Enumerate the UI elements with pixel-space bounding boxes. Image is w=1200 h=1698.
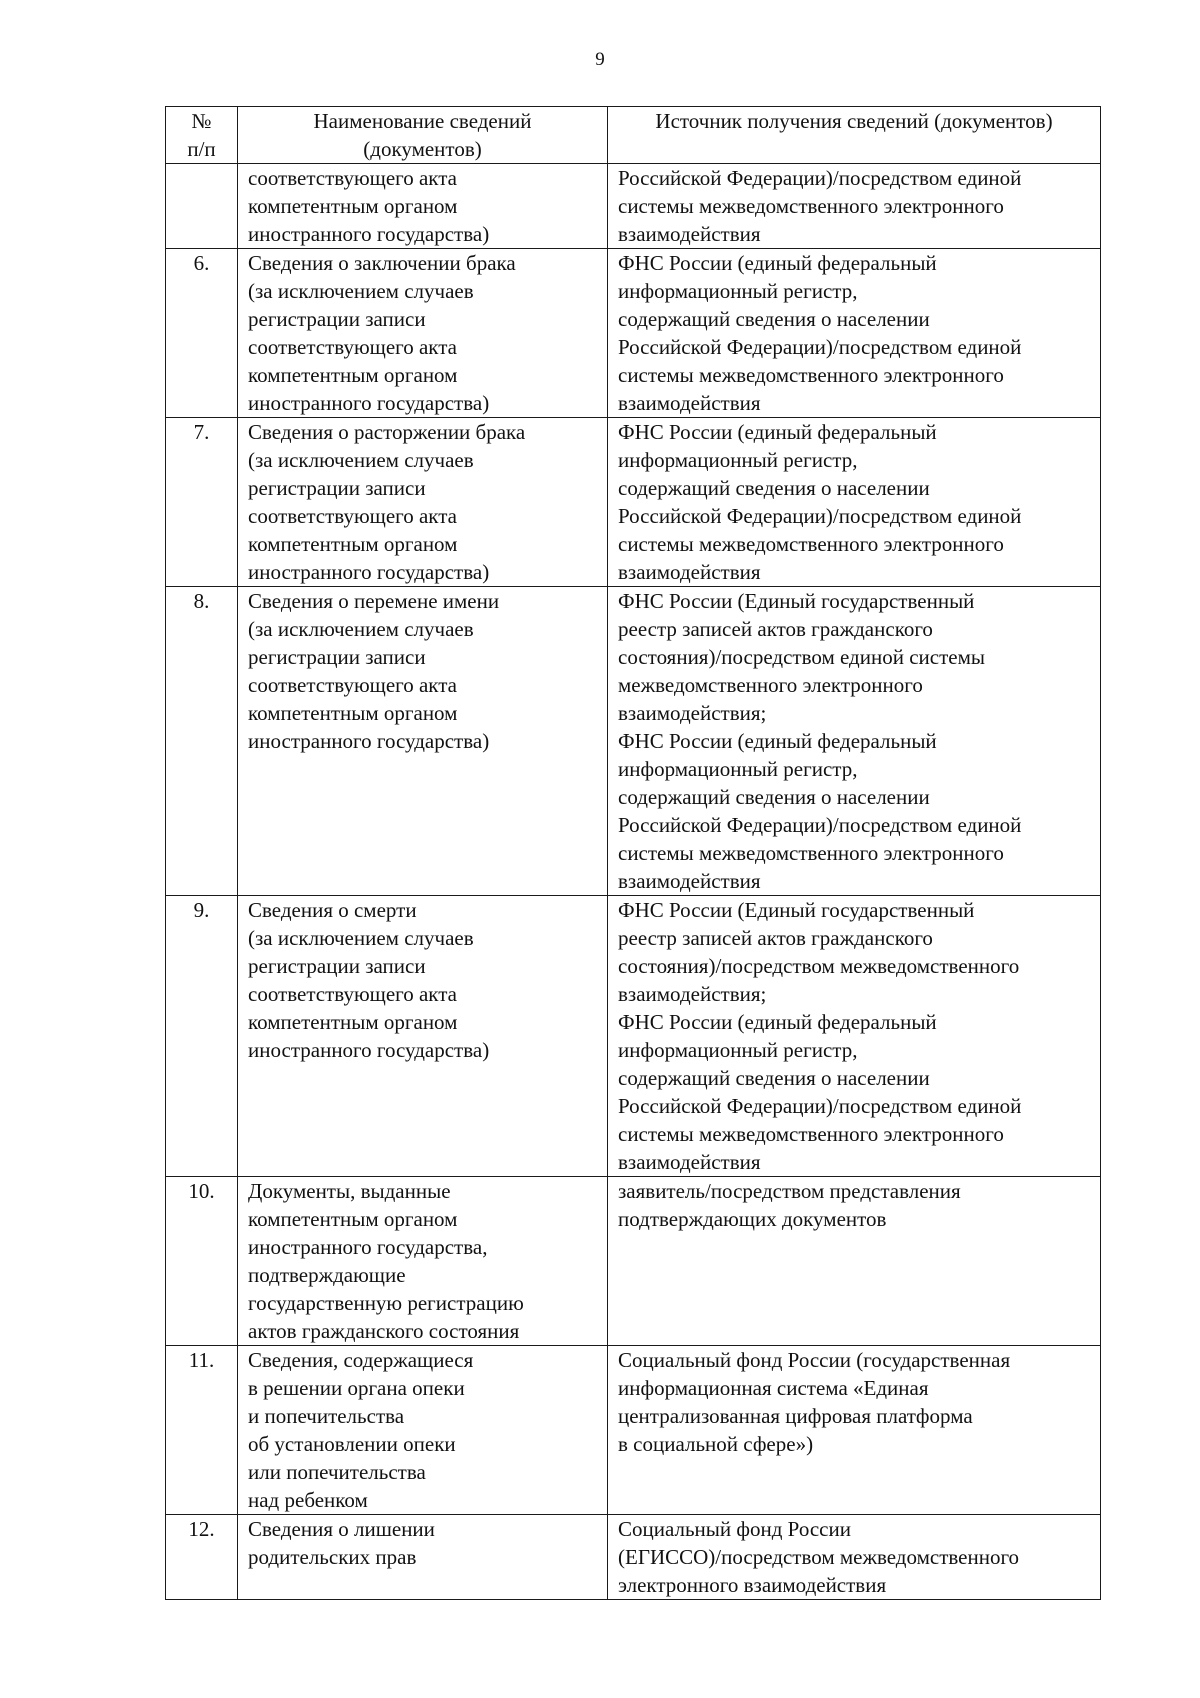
row-name: Сведения о заключении брака (за исключением случаев регистрации записи соответствующего акта компетентным органом иностранного государства) [238,249,608,418]
row-source: ФНС России (единый федеральный информационный регистр, содержащий сведения о населении Российской Федерации)/посредством единой системы межведомственного электронного взаимодействия [608,249,1101,418]
row-source: Российской Федерации)/посредством единой системы межведомственного электронного взаимодействия [608,164,1101,249]
row-name: Сведения, содержащиеся в решении органа опеки и попечительства об установлении опеки или попечительства над ребенком [238,1346,608,1515]
table-body [166,164,1101,1600]
row-number: 10. [166,1177,238,1346]
table-row [166,249,1101,418]
row-number [166,164,238,249]
header-number: № п/п [166,107,238,164]
row-number: 8. [166,587,238,896]
row-number: 7. [166,418,238,587]
row-source: ФНС России (Единый государственный реестр записей актов гражданского состояния)/посредством единой системы межведомственного электронного взаимодействия; ФНС России (единый федеральный информационный регистр, содержащий сведения о населении Российской Федерации)/посредством единой системы межведомственного электронного взаимодействия [608,587,1101,896]
table-row [166,1515,1101,1600]
table-row [166,587,1101,896]
row-number: 12. [166,1515,238,1600]
row-name: Сведения о лишении родительских прав [238,1515,608,1600]
row-number: 11. [166,1346,238,1515]
row-source: Социальный фонд России (ЕГИССО)/посредством межведомственного электронного взаимодействия [608,1515,1101,1600]
header-source: Источник получения сведений (документов) [608,107,1101,164]
row-name: Сведения о перемене имени (за исключением случаев регистрации записи соответствующего акта компетентным органом иностранного государства) [238,587,608,896]
row-name: Сведения о расторжении брака (за исключением случаев регистрации записи соответствующего акта компетентным органом иностранного государства) [238,418,608,587]
row-source: заявитель/посредством представления подтверждающих документов [608,1177,1101,1346]
table-header-row [166,107,1101,164]
page-number: 9 [595,49,605,70]
table-row [166,418,1101,587]
documents-table [165,106,1101,1600]
row-source: ФНС России (Единый государственный реестр записей актов гражданского состояния)/посредством межведомственного взаимодействия; ФНС России (единый федеральный информационный регистр, содержащий сведения о населении Российской Федерации)/посредством единой системы межведомственного электронного взаимодействия [608,896,1101,1177]
row-name: Документы, выданные компетентным органом иностранного государства, подтверждающие государственную регистрацию актов гражданского состояния [238,1177,608,1346]
table-header [166,107,1101,164]
row-name: Сведения о смерти (за исключением случаев регистрации записи соответствующего акта компетентным органом иностранного государства) [238,896,608,1177]
table-row [166,896,1101,1177]
row-source: ФНС России (единый федеральный информационный регистр, содержащий сведения о населении Российской Федерации)/посредством единой системы межведомственного электронного взаимодействия [608,418,1101,587]
header-name: Наименование сведений (документов) [238,107,608,164]
table-row [166,1346,1101,1515]
row-number: 9. [166,896,238,1177]
table-row [166,164,1101,249]
row-name: соответствующего акта компетентным органом иностранного государства) [238,164,608,249]
row-source: Социальный фонд России (государственная информационная система «Единая централизованная цифровая платформа в социальной сфере») [608,1346,1101,1515]
row-number: 6. [166,249,238,418]
table-row [166,1177,1101,1346]
